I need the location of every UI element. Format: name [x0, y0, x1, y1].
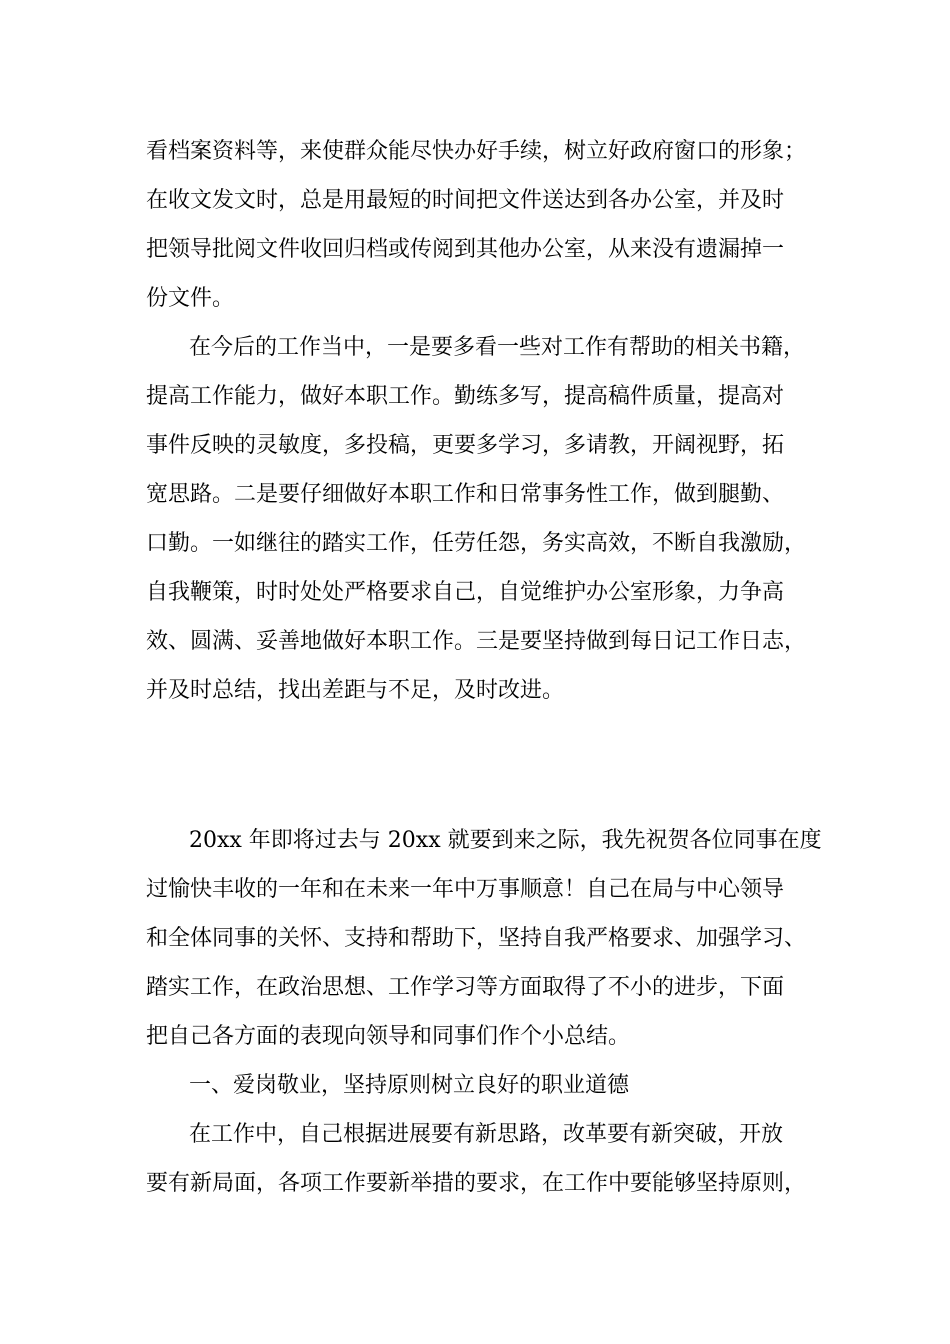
- text-line: 事件反映的灵敏度，多投稿，更要多学习，多请教，开阔视野，拓: [146, 433, 785, 458]
- text-line: 在今后的工作当中，一是要多看一些对工作有帮助的相关书籍，: [189, 335, 806, 360]
- text-line: 份文件。: [146, 286, 235, 311]
- text-line: 看档案资料等，来使群众能尽快办好手续，树立好政府窗口的形象；: [146, 139, 807, 164]
- text-line: 过愉快丰收的一年和在未来一年中万事顺意！自己在局与中心领导: [146, 877, 785, 902]
- text-line: 把领导批阅文件收回归档或传阅到其他办公室，从来没有遗漏掉一: [146, 237, 785, 262]
- text-line: 和全体同事的关怀、支持和帮助下，坚持自我严格要求、加强学习、: [146, 926, 807, 951]
- text-line: 提高工作能力，做好本职工作。勤练多写，提高稿件质量，提高对: [146, 384, 785, 409]
- text-line: 在工作中，自己根据进展要有新思路，改革要有新突破，开放: [189, 1122, 784, 1147]
- section-heading: 一、爱岗敬业，坚持原则树立良好的职业道德: [189, 1073, 630, 1098]
- text-line: 并及时总结，找出差距与不足，及时改进。: [146, 678, 565, 703]
- text-line: 在收文发文时，总是用最短的时间把文件送达到各办公室，并及时: [146, 188, 785, 213]
- text-line: 效、圆满、妥善地做好本职工作。三是要坚持做到每日记工作日志，: [146, 629, 807, 654]
- text-line: 宽思路。二是要仔细做好本职工作和日常事务性工作，做到腿勤、: [146, 482, 785, 507]
- text-line: 20xx 年即将过去与 20xx 就要到来之际，我先祝贺各位同事在度: [189, 828, 822, 853]
- text-line: 要有新局面，各项工作要新举措的要求，在工作中要能够坚持原则，: [146, 1171, 807, 1196]
- text-line: 踏实工作，在政治思想、工作学习等方面取得了不小的进步，下面: [146, 975, 785, 1000]
- text-line: 把自己各方面的表现向领导和同事们作个小总结。: [146, 1024, 631, 1049]
- text-line: 自我鞭策，时时处处严格要求自己，自觉维护办公室形象，力争高: [146, 580, 785, 605]
- text-line: 口勤。一如继往的踏实工作，任劳任怨，务实高效，不断自我激励，: [146, 531, 807, 556]
